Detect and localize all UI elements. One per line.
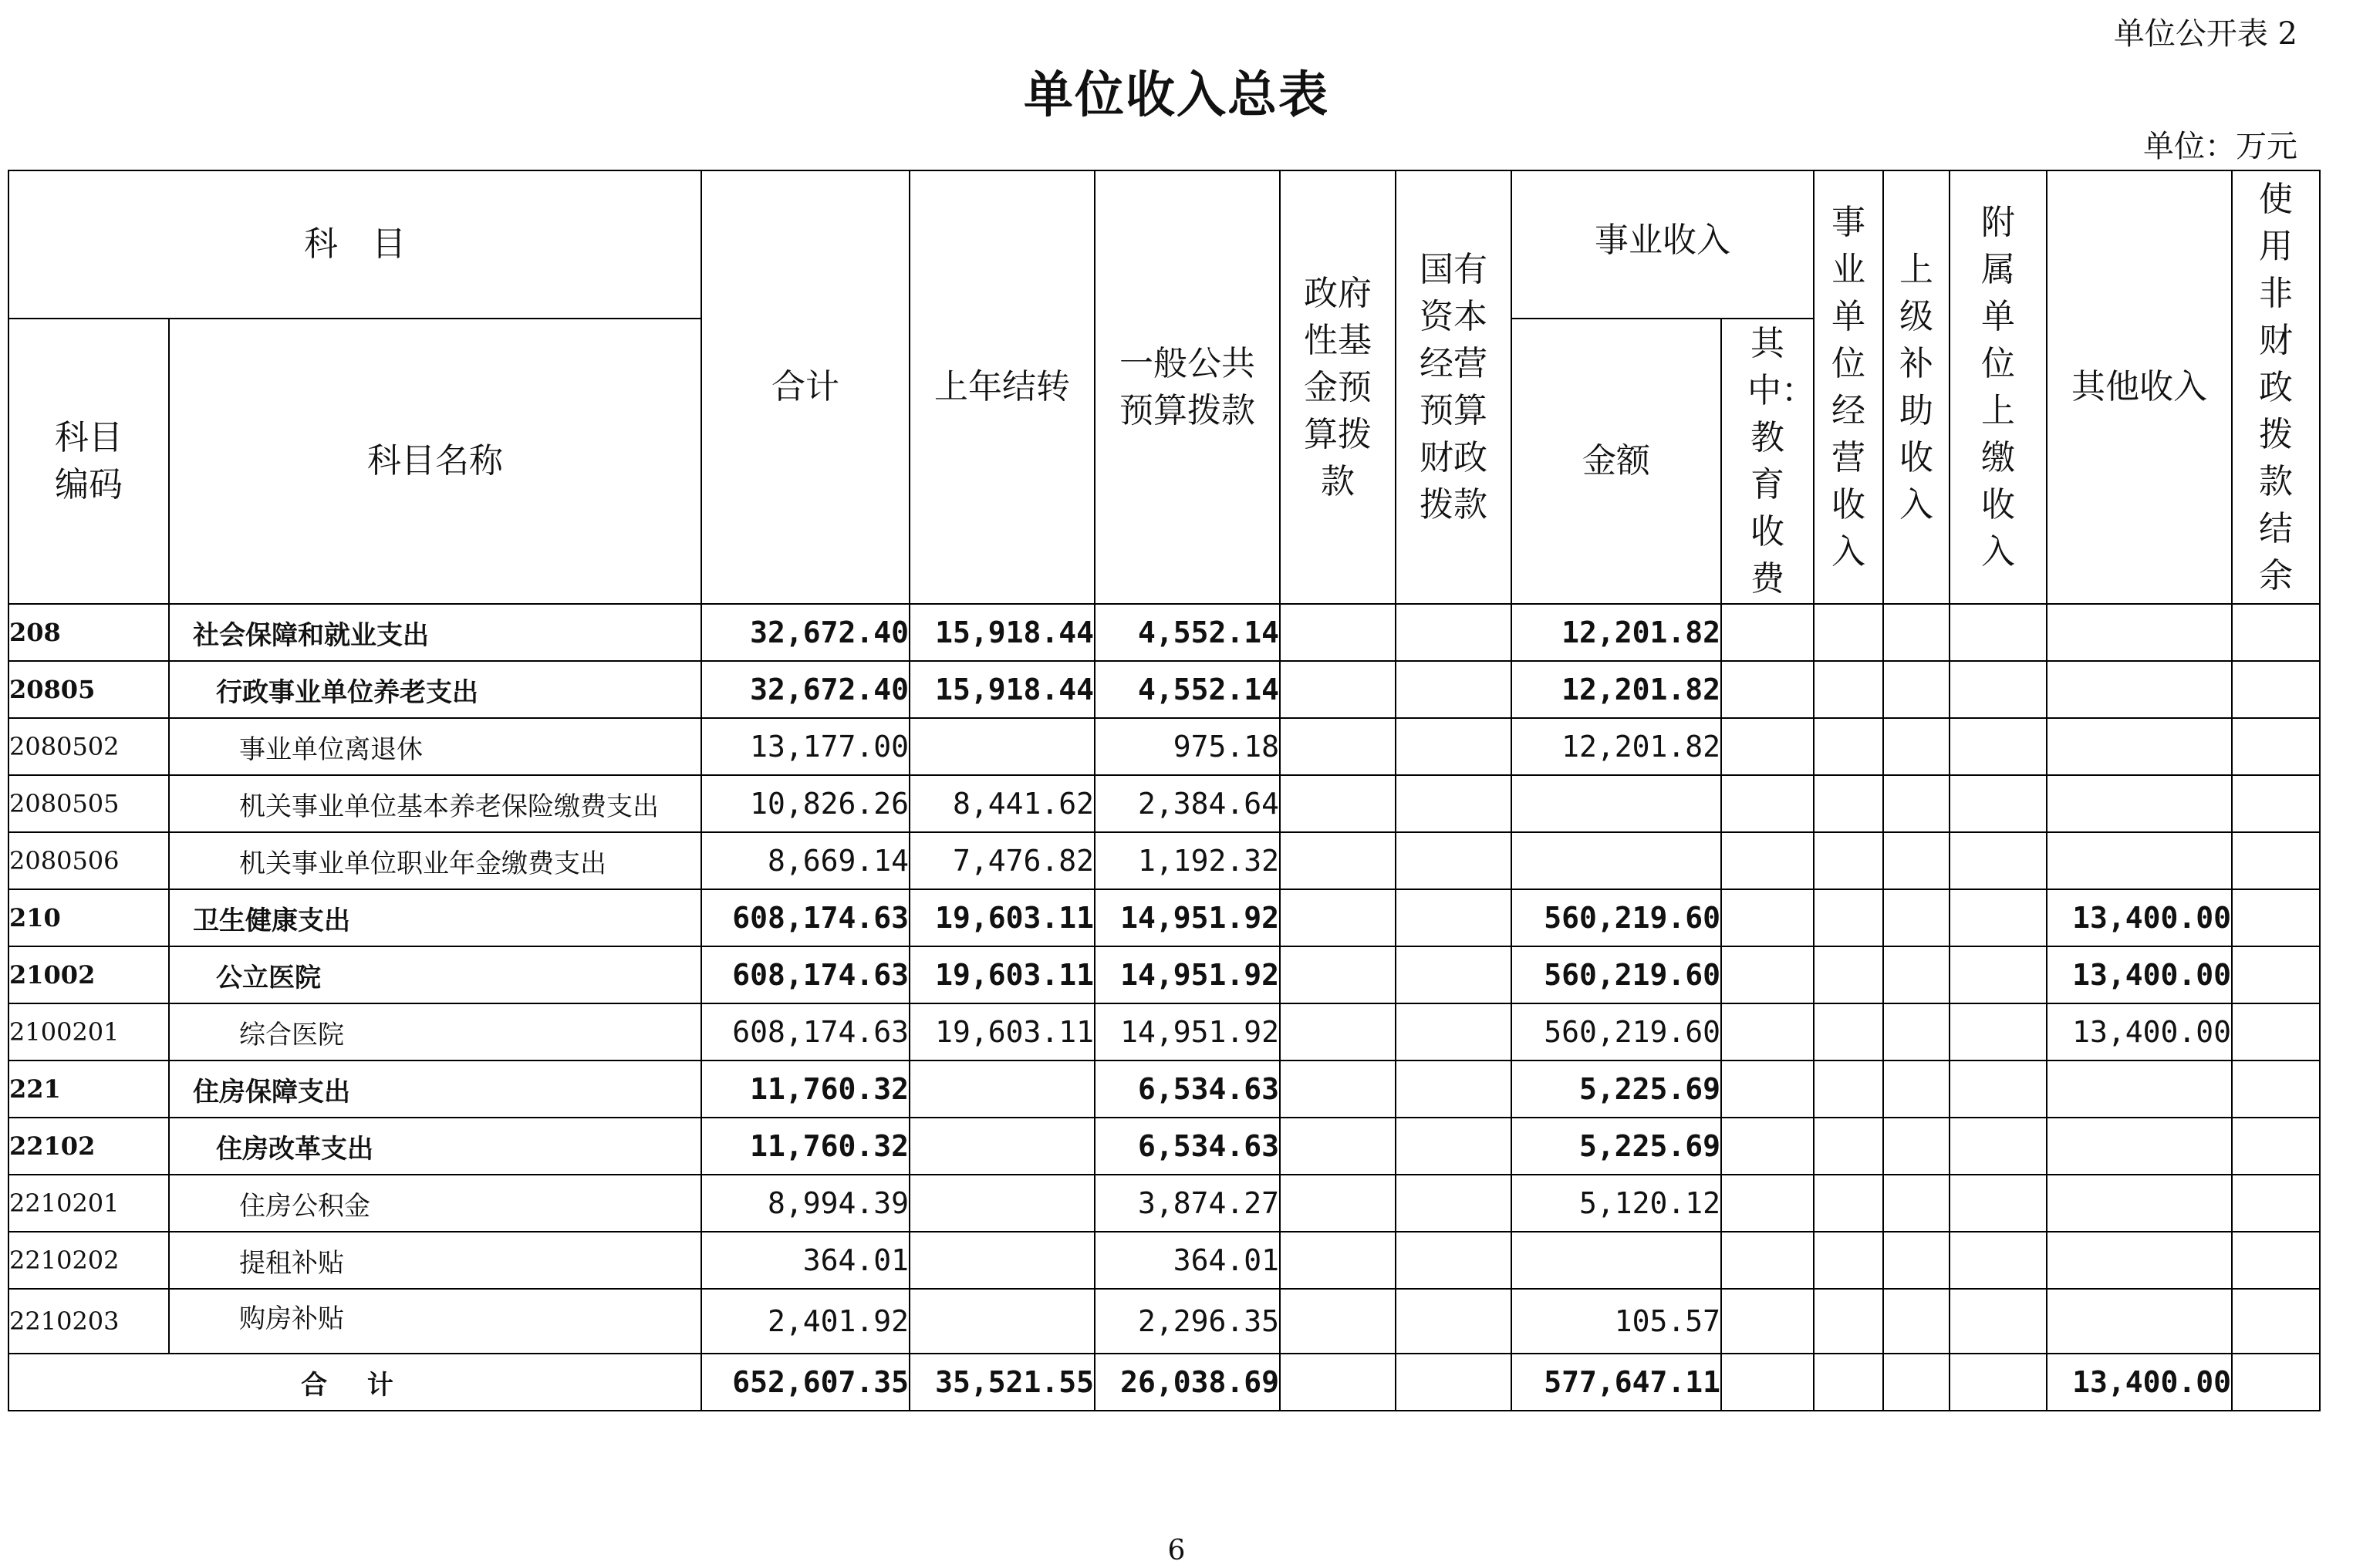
row-affiliated: [1950, 1175, 2047, 1232]
row-state-capital: [1396, 718, 1511, 775]
row-affiliated: [1950, 1118, 2047, 1175]
table-row: [8, 604, 2320, 661]
row-total: 32,672.40: [701, 604, 910, 661]
row-amount: 105.57: [1511, 1289, 1721, 1354]
row-gov-fund: [1280, 1003, 1396, 1061]
row-state-capital: [1396, 775, 1511, 832]
table-row: [8, 1289, 2320, 1354]
row-amount: 12,201.82: [1511, 661, 1721, 718]
row-edu-fee: [1721, 832, 1814, 889]
row-edu-fee: [1721, 718, 1814, 775]
total-other: 13,400.00: [2047, 1354, 2232, 1411]
row-other: [2047, 775, 2232, 832]
row-general: 4,552.14: [1095, 661, 1280, 718]
row-other: [2047, 604, 2232, 661]
row-name: 提租补贴: [169, 1232, 701, 1289]
row-name: 住房改革支出: [169, 1118, 701, 1175]
total-gov-fund: [1280, 1354, 1396, 1411]
table-row: [8, 1175, 2320, 1232]
row-edu-fee: [1721, 1003, 1814, 1061]
row-name: 购房补贴: [169, 1289, 701, 1354]
row-amount: [1511, 775, 1721, 832]
header-subject: 科 目: [8, 170, 701, 319]
row-balance: [2232, 604, 2320, 661]
row-balance: [2232, 889, 2320, 946]
row-affiliated: [1950, 661, 2047, 718]
row-state-capital: [1396, 832, 1511, 889]
row-carryover: 7,476.82: [910, 832, 1095, 889]
row-state-capital: [1396, 1003, 1511, 1061]
row-name: 综合医院: [169, 1003, 701, 1061]
total-general: 26,038.69: [1095, 1354, 1280, 1411]
row-operating: [1814, 775, 1883, 832]
header-general-budget: 一般公共预算拨款: [1095, 170, 1280, 604]
row-edu-fee: [1721, 1175, 1814, 1232]
row-balance: [2232, 661, 2320, 718]
header-affiliated-payment: 附属单位上缴收入: [1950, 170, 2047, 604]
row-operating: [1814, 946, 1883, 1003]
row-other: 13,400.00: [2047, 1003, 2232, 1061]
row-carryover: 8,441.62: [910, 775, 1095, 832]
row-edu-fee: [1721, 1232, 1814, 1289]
row-gov-fund: [1280, 775, 1396, 832]
form-number-label: 单位公开表 2: [2113, 16, 2297, 52]
total-balance: [2232, 1354, 2320, 1411]
row-name: 行政事业单位养老支出: [169, 661, 701, 718]
row-general: 1,192.32: [1095, 832, 1280, 889]
row-amount: [1511, 1232, 1721, 1289]
header-code: 科目编码: [8, 319, 169, 604]
row-other: [2047, 1289, 2232, 1354]
row-superior: [1883, 832, 1950, 889]
row-superior: [1883, 1061, 1950, 1118]
row-general: 4,552.14: [1095, 604, 1280, 661]
table-row: [8, 661, 2320, 718]
row-general: 14,951.92: [1095, 946, 1280, 1003]
row-affiliated: [1950, 1232, 2047, 1289]
row-affiliated: [1950, 718, 2047, 775]
row-carryover: [910, 1118, 1095, 1175]
header-career-income: 事业收入: [1511, 170, 1814, 319]
row-edu-fee: [1721, 889, 1814, 946]
row-state-capital: [1396, 946, 1511, 1003]
total-label: 合 计: [8, 1354, 701, 1411]
row-amount: 5,225.69: [1511, 1061, 1721, 1118]
row-gov-fund: [1280, 832, 1396, 889]
header-carryover: 上年结转: [910, 170, 1095, 604]
row-total: 11,760.32: [701, 1118, 910, 1175]
row-general: 6,534.63: [1095, 1118, 1280, 1175]
row-edu-fee: [1721, 1118, 1814, 1175]
header-superior-subsidy: 上级补助收入: [1883, 170, 1950, 604]
row-operating: [1814, 889, 1883, 946]
row-code: 210: [8, 889, 169, 946]
row-balance: [2232, 1232, 2320, 1289]
row-other: [2047, 718, 2232, 775]
row-carryover: 15,918.44: [910, 604, 1095, 661]
row-superior: [1883, 775, 1950, 832]
row-name: 机关事业单位基本养老保险缴费支出: [169, 775, 701, 832]
row-edu-fee: [1721, 775, 1814, 832]
row-carryover: 19,603.11: [910, 946, 1095, 1003]
row-code: 2100201: [8, 1003, 169, 1061]
row-state-capital: [1396, 1175, 1511, 1232]
table-row: [8, 775, 2320, 832]
row-code: 221: [8, 1061, 169, 1118]
row-name: 住房公积金: [169, 1175, 701, 1232]
row-gov-fund: [1280, 1289, 1396, 1354]
row-amount: 560,219.60: [1511, 889, 1721, 946]
row-total: 11,760.32: [701, 1061, 910, 1118]
row-edu-fee: [1721, 1289, 1814, 1354]
row-code: 21002: [8, 946, 169, 1003]
row-edu-fee: [1721, 1061, 1814, 1118]
row-state-capital: [1396, 1061, 1511, 1118]
row-other: [2047, 1118, 2232, 1175]
row-state-capital: [1396, 1118, 1511, 1175]
unit-label: 单位：万元: [2143, 129, 2297, 164]
row-balance: [2232, 775, 2320, 832]
row-gov-fund: [1280, 1118, 1396, 1175]
row-code: 2210203: [8, 1289, 169, 1354]
total-superior: [1883, 1354, 1950, 1411]
row-superior: [1883, 1175, 1950, 1232]
header-amount: 金额: [1511, 319, 1721, 604]
row-balance: [2232, 1118, 2320, 1175]
total-total: 652,607.35: [701, 1354, 910, 1411]
row-code: 208: [8, 604, 169, 661]
row-superior: [1883, 1289, 1950, 1354]
row-total: 364.01: [701, 1232, 910, 1289]
row-operating: [1814, 1289, 1883, 1354]
row-superior: [1883, 1003, 1950, 1061]
row-operating: [1814, 1118, 1883, 1175]
row-general: 2,296.35: [1095, 1289, 1280, 1354]
row-total: 13,177.00: [701, 718, 910, 775]
row-balance: [2232, 946, 2320, 1003]
row-code: 22102: [8, 1118, 169, 1175]
row-general: 975.18: [1095, 718, 1280, 775]
row-balance: [2232, 1289, 2320, 1354]
row-code: 2210202: [8, 1232, 169, 1289]
row-gov-fund: [1280, 1061, 1396, 1118]
row-gov-fund: [1280, 718, 1396, 775]
total-state-capital: [1396, 1354, 1511, 1411]
row-affiliated: [1950, 889, 2047, 946]
row-amount: 5,225.69: [1511, 1118, 1721, 1175]
row-carryover: [910, 1232, 1095, 1289]
row-general: 14,951.92: [1095, 889, 1280, 946]
row-carryover: 19,603.11: [910, 889, 1095, 946]
row-name: 卫生健康支出: [169, 889, 701, 946]
row-gov-fund: [1280, 661, 1396, 718]
row-edu-fee: [1721, 604, 1814, 661]
page-number: 6: [1167, 1535, 1186, 1566]
row-operating: [1814, 832, 1883, 889]
row-code: 2080505: [8, 775, 169, 832]
header-operating-income: 事业单位经营收入: [1814, 170, 1883, 604]
table-row: [8, 889, 2320, 946]
row-superior: [1883, 604, 1950, 661]
row-amount: [1511, 832, 1721, 889]
row-carryover: [910, 1061, 1095, 1118]
table-row: [8, 1003, 2320, 1061]
header-name: 科目名称: [169, 319, 701, 604]
row-operating: [1814, 604, 1883, 661]
table-row: [8, 1061, 2320, 1118]
header-row-1: [8, 170, 2320, 319]
row-state-capital: [1396, 889, 1511, 946]
row-carryover: [910, 718, 1095, 775]
row-balance: [2232, 1061, 2320, 1118]
row-carryover: 15,918.44: [910, 661, 1095, 718]
row-total: 8,994.39: [701, 1175, 910, 1232]
row-operating: [1814, 1061, 1883, 1118]
row-gov-fund: [1280, 604, 1396, 661]
row-superior: [1883, 718, 1950, 775]
row-general: 6,534.63: [1095, 1061, 1280, 1118]
row-operating: [1814, 1232, 1883, 1289]
row-gov-fund: [1280, 946, 1396, 1003]
row-gov-fund: [1280, 1232, 1396, 1289]
row-affiliated: [1950, 775, 2047, 832]
row-balance: [2232, 718, 2320, 775]
row-other: [2047, 1232, 2232, 1289]
row-superior: [1883, 1232, 1950, 1289]
row-other: [2047, 661, 2232, 718]
row-affiliated: [1950, 946, 2047, 1003]
row-affiliated: [1950, 604, 2047, 661]
table-row: [8, 832, 2320, 889]
row-operating: [1814, 661, 1883, 718]
header-gov-fund: 政府性基金预算拨款: [1280, 170, 1396, 604]
row-amount: 12,201.82: [1511, 718, 1721, 775]
row-other: [2047, 832, 2232, 889]
row-total: 8,669.14: [701, 832, 910, 889]
table-row: [8, 1118, 2320, 1175]
header-non-fiscal-balance: 使用非财政拨款结余: [2232, 170, 2320, 604]
row-superior: [1883, 889, 1950, 946]
row-state-capital: [1396, 661, 1511, 718]
row-carryover: [910, 1175, 1095, 1232]
row-other: 13,400.00: [2047, 946, 2232, 1003]
row-carryover: [910, 1289, 1095, 1354]
header-total: 合计: [701, 170, 910, 604]
row-total: 32,672.40: [701, 661, 910, 718]
total-edu-fee: [1721, 1354, 1814, 1411]
row-state-capital: [1396, 604, 1511, 661]
row-operating: [1814, 1175, 1883, 1232]
row-operating: [1814, 1003, 1883, 1061]
row-carryover: 19,603.11: [910, 1003, 1095, 1061]
row-operating: [1814, 718, 1883, 775]
row-code: 2080506: [8, 832, 169, 889]
income-summary-table: [8, 170, 2321, 1411]
row-total: 2,401.92: [701, 1289, 910, 1354]
row-total: 608,174.63: [701, 1003, 910, 1061]
row-balance: [2232, 1003, 2320, 1061]
row-affiliated: [1950, 832, 2047, 889]
row-edu-fee: [1721, 946, 1814, 1003]
header-other-income: 其他收入: [2047, 170, 2232, 604]
total-carryover: 35,521.55: [910, 1354, 1095, 1411]
total-amount: 577,647.11: [1511, 1354, 1721, 1411]
row-code: 20805: [8, 661, 169, 718]
total-operating: [1814, 1354, 1883, 1411]
table-row: [8, 1232, 2320, 1289]
row-amount: 560,219.60: [1511, 946, 1721, 1003]
table-row: [8, 946, 2320, 1003]
total-affiliated: [1950, 1354, 2047, 1411]
row-affiliated: [1950, 1061, 2047, 1118]
row-name: 住房保障支出: [169, 1061, 701, 1118]
row-name: 公立医院: [169, 946, 701, 1003]
total-row: [8, 1354, 2320, 1411]
row-amount: 560,219.60: [1511, 1003, 1721, 1061]
row-general: 2,384.64: [1095, 775, 1280, 832]
row-amount: 5,120.12: [1511, 1175, 1721, 1232]
row-other: 13,400.00: [2047, 889, 2232, 946]
row-superior: [1883, 661, 1950, 718]
header-edu-fee: 其中：教育收费: [1721, 319, 1814, 604]
header-state-capital: 国有资本经营预算财政拨款: [1396, 170, 1511, 604]
row-other: [2047, 1175, 2232, 1232]
row-name: 机关事业单位职业年金缴费支出: [169, 832, 701, 889]
row-other: [2047, 1061, 2232, 1118]
row-total: 10,826.26: [701, 775, 910, 832]
page-title: 单位收入总表: [1024, 66, 1329, 124]
row-affiliated: [1950, 1003, 2047, 1061]
row-total: 608,174.63: [701, 889, 910, 946]
row-affiliated: [1950, 1289, 2047, 1354]
row-general: 364.01: [1095, 1232, 1280, 1289]
row-superior: [1883, 1118, 1950, 1175]
row-gov-fund: [1280, 889, 1396, 946]
row-name: 事业单位离退休: [169, 718, 701, 775]
row-superior: [1883, 946, 1950, 1003]
row-name: 社会保障和就业支出: [169, 604, 701, 661]
row-code: 2210201: [8, 1175, 169, 1232]
row-total: 608,174.63: [701, 946, 910, 1003]
row-amount: 12,201.82: [1511, 604, 1721, 661]
row-edu-fee: [1721, 661, 1814, 718]
row-state-capital: [1396, 1232, 1511, 1289]
row-state-capital: [1396, 1289, 1511, 1354]
row-gov-fund: [1280, 1175, 1396, 1232]
row-general: 14,951.92: [1095, 1003, 1280, 1061]
row-general: 3,874.27: [1095, 1175, 1280, 1232]
row-code: 2080502: [8, 718, 169, 775]
row-balance: [2232, 832, 2320, 889]
row-balance: [2232, 1175, 2320, 1232]
table-row: [8, 718, 2320, 775]
